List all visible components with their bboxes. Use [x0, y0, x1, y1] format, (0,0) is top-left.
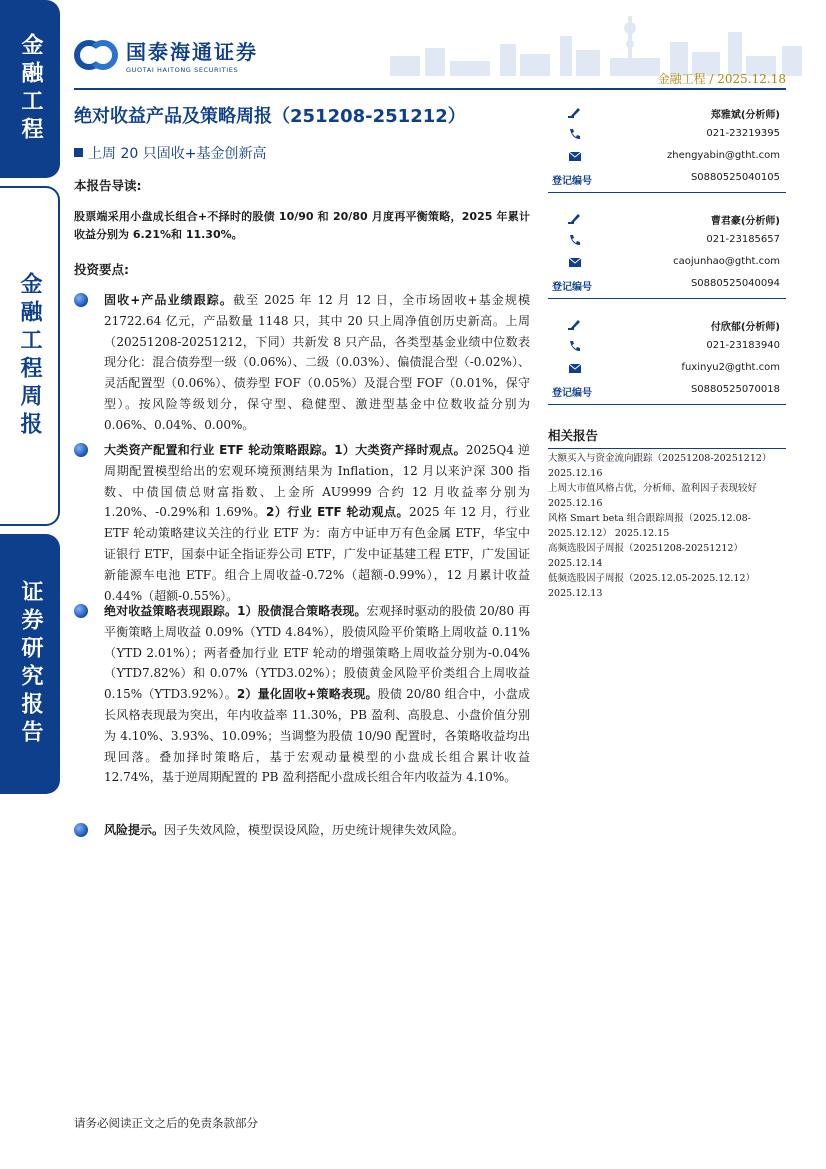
company-logo [74, 36, 258, 74]
analyst-phone: 021-23219395 [706, 128, 780, 139]
intro-body: 股票端采用小盘成长组合+不择时的股债 10/90 和 20/80 月度再平衡策略，2025 年累计收益分别为 6.21%和 11.30%。 [74, 210, 530, 241]
bullet-item [74, 820, 530, 841]
analyst-card [548, 210, 786, 294]
analyst-phone: 021-23183940 [706, 340, 780, 351]
city-skyline-icon [380, 6, 820, 76]
bullet-body: 宏观择时驱动的股债 20/80 再平衡策略上周收益 0.09%（YTD 4.84%），股债风险平价策略上周收益 0.11%（YTD 2.01%）；两者叠加行业 ETF 轮动的增强策略上周收益分别为-0.04%（YTD7.82%）和 0.07%（YTD3.02%）；股债黄金风险平价类组合上周收益 0.15%（YTD3.92%）。 [104, 604, 530, 702]
header-divider [74, 88, 786, 90]
analyst-divider [548, 404, 786, 405]
related-report-link[interactable]: 高频选股因子周报（20251208-20251212） 2025.12.14 [548, 543, 743, 569]
header-separator: / [709, 72, 718, 86]
phone-icon [568, 340, 582, 352]
intro-heading: 本报告导读: [74, 178, 142, 193]
bullet-title: 绝对收益策略表现跟踪。1）股债混合策略表现。 [104, 604, 367, 618]
pen-icon [568, 318, 582, 330]
bullet-title: 大类资产配置和行业 ETF 轮动策略跟踪。1）大类资产择时观点。 [104, 443, 466, 457]
logo-mark-icon [74, 38, 118, 72]
points-heading: 投资要点: [74, 262, 129, 277]
bullet-body: 截至 2025 年 12 月 12 日，全市场固收+基金规模 21722.64 亿元，产品数量 1148 只，其中 20 只上周净值创历史新高。上周（20251208-20251212，下同）共新发 8 只产品，各类型基金业绩中位数表现分化：混合债券型一级（0.06%）、二级（0.03%）、偏债混合型（-0.02%）、灵活配置型（0.06%）、债券型 FOF（0.05%）及混合型 FOF（0.01%，保守型）。按风险等级划分，保守型、稳健型、激进型基金中位数收益分别为 0.06%、0.04%、0.00%。 [104, 293, 530, 432]
related-heading: 相关报告 [548, 426, 786, 449]
bullet-item [74, 440, 530, 606]
square-bullet-icon [74, 148, 83, 157]
bullet-dot-icon [74, 293, 88, 307]
analyst-divider [548, 192, 786, 193]
side-tab-type [0, 534, 60, 794]
bullet-item [74, 601, 530, 788]
related-reports [548, 426, 786, 601]
pen-icon [568, 106, 582, 118]
email-icon [568, 256, 582, 268]
reg-label: 登记编号 [552, 176, 592, 187]
bullet-body-2: 2025 年 12 月，行业 ETF 轮动策略建议关注的行业 ETF 为：南方中证申万有色金属 ETF，华宝中证银行 ETF，国泰中证全指证券公司 ETF，广发中证基建工程 ETF，广发国证新能源车电池 ETF。组合上周收益-0.72%（超额-0.99%），12 月累计收益 0.44%（超额-0.55%）。 [104, 505, 530, 603]
email-icon [568, 150, 582, 162]
header-category: 金融工程 [657, 72, 706, 86]
bullet-body-2: 股债 20/80 组合中，小盘成长风格表现最为突出，年内收益率 11.30%，PB 盈利、高股息、小盘价值分别为 4.10%、3.93%、10.09%；当调整为股债 10/90 配置时，各策略收益均出现回落。叠加择时策略后，基于宏观动量模型的小盘成长组合累计收益 12.74%，基于逆周期配置的 PB 盈利搭配小盘成长组合年内收益为 4.10%。 [104, 687, 530, 785]
related-report-link[interactable]: 上周大市值风格占优，分析师、盈利因子表现较好 2025.12.16 [548, 483, 758, 509]
pen-icon [568, 212, 582, 224]
email-icon [568, 362, 582, 374]
phone-icon [568, 234, 582, 246]
logo-cn: 国泰海通证券 [126, 40, 258, 64]
report-intro [74, 176, 530, 278]
related-report-link[interactable]: 风格 Smart beta 组合跟踪周报（2025.12.08-2025.12.12） 2025.12.15 [548, 513, 751, 539]
phone-icon [568, 128, 582, 140]
analyst-name: 付欣郁(分析师) [710, 322, 780, 333]
report-title: 绝对收益产品及策略周报（251208-251212） [74, 106, 466, 127]
reg-label: 登记编号 [552, 282, 592, 293]
bullet-title: 风险提示。 [104, 823, 165, 837]
analyst-email[interactable]: caojunhao@gtht.com [673, 256, 780, 267]
bullet-dot-icon [74, 823, 88, 837]
analyst-card [548, 316, 786, 400]
analyst-email[interactable]: fuxinyu2@gtht.com [681, 362, 780, 373]
analyst-email[interactable]: zhengyabin@gtht.com [667, 150, 780, 161]
bullet-dot-icon [74, 443, 88, 457]
bullet-title-2: 2）量化固收+策略表现。 [236, 687, 378, 702]
bullet-title-2: 2）行业 ETF 轮动观点。 [265, 505, 410, 520]
analyst-reg: S0880525040105 [690, 172, 780, 183]
analyst-phone: 021-23185657 [706, 234, 780, 245]
bullet-body: 因子失效风险，模型误设风险，历史统计规律失效风险。 [164, 823, 465, 837]
side-tab-text: 金融工程周报 [17, 272, 42, 440]
bullet-item [74, 290, 530, 436]
analyst-card [548, 104, 786, 188]
related-report-link[interactable]: 低频选股因子周报（2025.12.05-2025.12.12） 2025.12.13 [548, 573, 755, 599]
analyst-reg: S0880525040094 [690, 278, 780, 289]
header-date: 2025.12.18 [717, 72, 786, 86]
bullet-title: 固收+产品业绩跟踪。 [104, 293, 233, 307]
analyst-name: 曹君豪(分析师) [710, 216, 780, 227]
bullet-dot-icon [74, 604, 88, 618]
logo-en: GUOTAI HAITONG SECURITIES [126, 66, 239, 74]
analyst-divider [548, 298, 786, 299]
reg-label: 登记编号 [552, 388, 592, 399]
analyst-reg: S0880525070018 [690, 384, 780, 395]
subtitle-text: 上周 20 只固收+基金创新高 [88, 146, 267, 162]
disclaimer-footer: 请务必阅读正文之后的免责条款部分 [74, 1116, 258, 1130]
side-tab-text: 金融工程 [18, 33, 43, 145]
report-subtitle [74, 143, 266, 163]
analyst-name: 郑雅斌(分析师) [710, 110, 780, 121]
side-tab-series [0, 186, 60, 526]
side-tab-text: 证券研究报告 [18, 580, 43, 748]
related-report-link[interactable]: 大额买入与资金流向跟踪（20251208-20251212）2025.12.16 [548, 453, 772, 479]
side-tab-category [0, 0, 60, 178]
bullet-body: 2025Q4 逆周期配置模型给出的宏观环境预测结果为 Inflation，12 月以来沪深 300 指数、中债国债总财富指数、上金所 AU9999 合约 12 月收益率分别为 1.20%、-0.29%和 1.69%。 [104, 443, 530, 520]
header-meta [658, 70, 786, 87]
